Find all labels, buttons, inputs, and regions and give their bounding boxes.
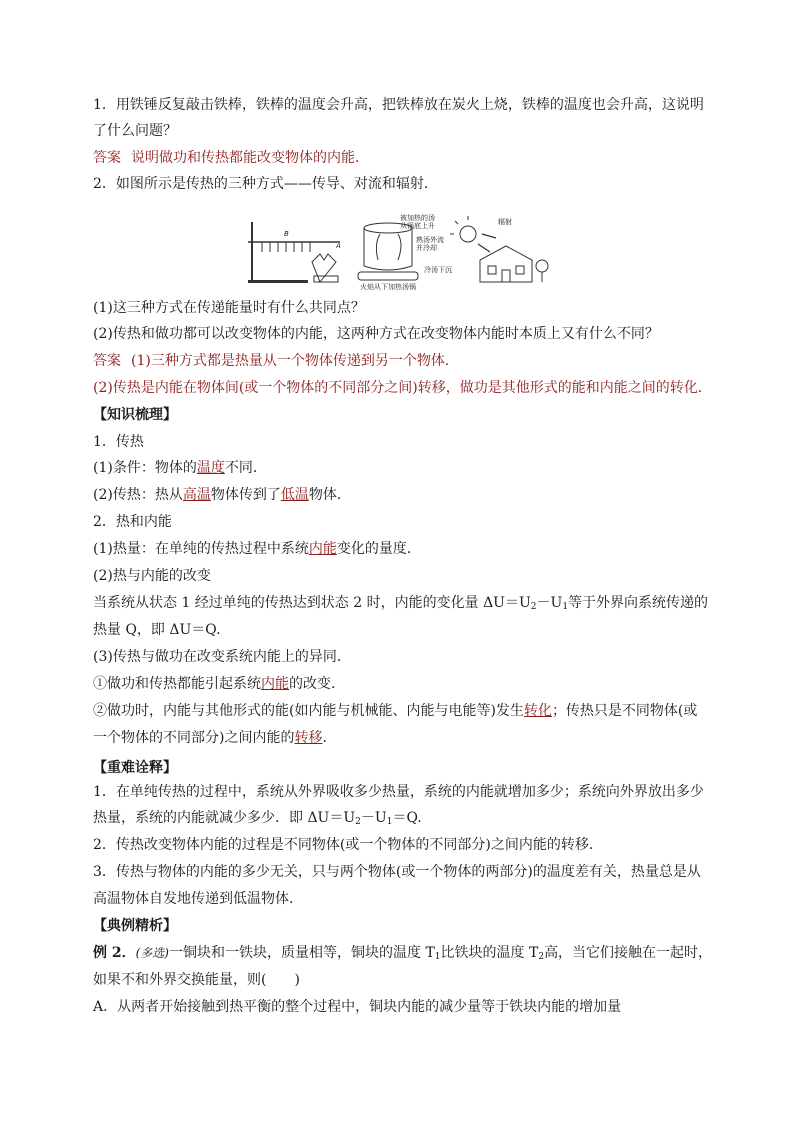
label-outer-flow: 熟汤外流 [416,236,444,244]
q2-intro: 2．如图所示是传热的三种方式——传导、对流和辐射． [93,176,438,192]
heat-transfer-figure [240,212,560,292]
knowledge-k4: 热量 Q，即 ΔU＝Q. [93,622,221,638]
radiation-arrow-icon [482,234,496,238]
fill-blank: 温度 [196,460,225,476]
knowledge-k8: 一个物体的不同部分)之间内能的转移． [93,730,337,746]
stand-base [248,280,308,283]
section-title-key: 【重难诠释】 [93,760,177,776]
fill-blank: 转移 [294,730,323,746]
label-rise: 从锅底上升 [400,222,435,230]
fill-blank: 内能 [308,541,337,557]
stove-icon [358,272,418,280]
fill-blank: 内能 [261,676,289,692]
radiation-scene [450,216,548,282]
convection-pot [358,213,452,291]
knowledge-k7: ②做功时，内能与其他形式的能(如内能与机械能、内能与电能等)发生转化；传热只是不同物体(或 [93,703,698,719]
knowledge-c2: (2)传热：热从高温物体传到了低温物体． [93,487,351,503]
conduction-apparatus [248,222,341,283]
knowledge-k3: 当系统从状态 1 经过单纯的传热达到状态 2 时，内能的变化量 $\Delta U=U_2-U_1$等于外界向系统传递的 [93,595,709,612]
section-title-example: 【典例精析】 [93,918,177,934]
convection-arrow-icon [376,234,380,260]
label-flame: 火焰从下加热汤锅 [360,283,416,291]
knowledge-h1: 1．传热 [93,434,144,450]
radiation-arrow-icon [478,244,490,252]
q2-answer1 [93,351,713,371]
label-a: A [336,242,341,250]
key-p1-line1: 1．在单纯传热的过程中，系统从外界吸收多少热量，系统的内能就增加多少；系统向外界放出多少 [93,784,704,800]
q2-answer2: (2)传热是内能在物体间(或一个物体的不同部分之间)转移，做功是其他形式的能和内能之间的转化． [93,380,712,396]
answer-label: 答案 [93,353,121,369]
fill-blank: 转化 [523,703,552,719]
knowledge-h2: 2．热和内能 [93,514,172,530]
q1-line1: 1．用铁锤反复敲击铁棒，铁棒的温度会升高，把铁棒放在炭火上烧，铁棒的温度也会升高，这说明 [93,97,704,113]
key-p3-line2: 高温物体自发地传递到低温物体． [93,891,303,907]
house-icon [480,246,532,282]
tree-icon [536,260,548,272]
section-title-knowledge: 【知识梳理】 [93,407,177,423]
label-heated-soup: 被加热的汤 [400,214,435,222]
knowledge-k2: (2)热与内能的改变 [93,568,211,584]
label-b: B [284,230,289,238]
knowledge-k6: ①做功和传热都能引起系统内能的改变． [93,676,345,692]
q1-line2: 了什么问题？ [93,123,177,139]
example-line2: 如果不和外界交换能量，则( ) [93,972,300,988]
pot-body [364,228,412,270]
q2-sub2: (2)传热和做功都可以改变物体的内能，这两种方式在改变物体内能时本质上又有什么不同？ [93,326,659,342]
sun-icon [460,226,476,242]
fill-blank: 低温 [280,487,309,503]
flame-icon [312,254,336,282]
answer-text: (1)三种方式都是热量从一个物体传递到另一个物体． [131,353,459,369]
label-sink: 冷汤下沉 [424,266,452,274]
convection-arrow-icon [398,234,401,260]
key-p3-line1: 3．传热与物体的内能的多少无关，只与两个物体(或一个物体的两部分)的温度差有关，热量总是从 [93,864,701,880]
label-cool: 并冷却 [416,244,437,252]
knowledge-k1: (1)热量：在单纯的传热过程中系统内能变化的量度． [93,541,421,557]
example-line1: 例 2．(多选)一铜块和一铁块，质量相等，铜块的温度 $T_1$比铁块的温度 $T_2$高，当它们接触在一起时， [93,945,713,962]
knowledge-c1: (1)条件：物体的温度不同． [93,460,267,476]
q2-sub1: (1)这三种方式在传递能量时有什么共同点？ [93,300,365,316]
knowledge-k5: (3)传热与做功在改变系统内能上的异同． [93,649,351,665]
fill-blank: 高温 [182,487,211,503]
answer-label: 答案 [93,150,121,166]
key-p1-line2: 热量，系统的内能就减少多少．即 $\Delta U=U_2-U_1=Q$. [93,810,422,827]
q1-answer [93,148,713,168]
label-radiation: 辐射 [498,218,512,226]
answer-text: 说明做功和传热都能改变物体的内能． [131,150,369,166]
key-p2: 2．传热改变物体内能的过程是不同物体(或一个物体的不同部分)之间内能的转移． [93,837,603,853]
example-option-a: A．从两者开始接触到热平衡的整个过程中，铜块内能的减少量等于铁块内能的增加量 [93,999,622,1015]
